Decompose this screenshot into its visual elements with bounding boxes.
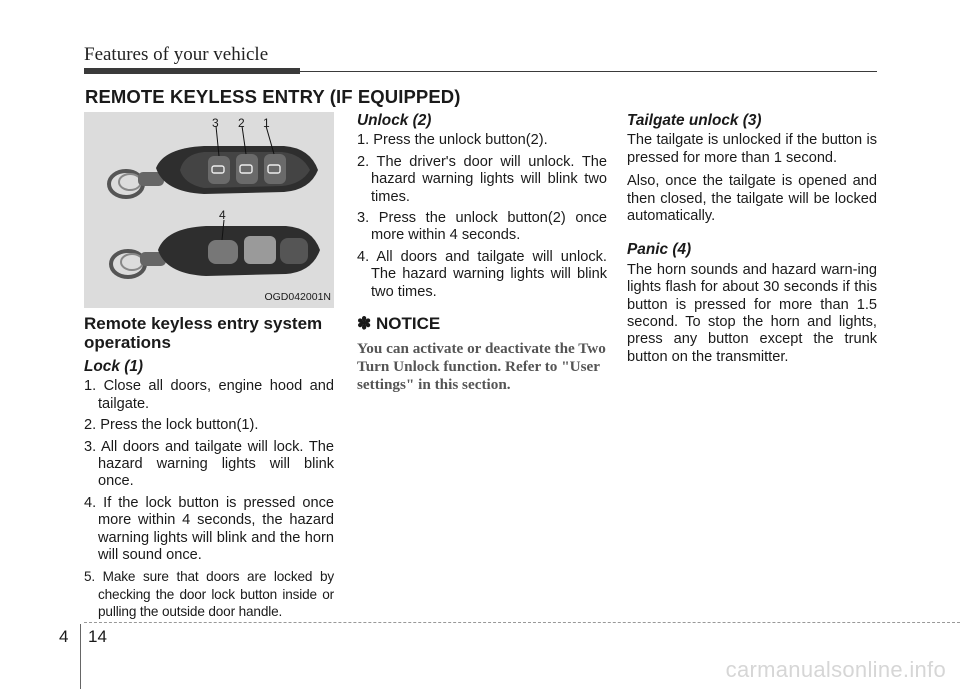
notice-body: You can activate or deactivate the Two Turn Unlock function. Refer to "User settings" in this section. xyxy=(357,340,606,394)
list-item: 3. Press the unlock button(2) once more within 4 seconds. xyxy=(357,210,607,244)
column-2 xyxy=(357,112,607,394)
header-rule xyxy=(300,71,877,72)
list-item: 1. Press the unlock button(2). xyxy=(357,132,548,149)
section-title: REMOTE KEYLESS ENTRY (IF EQUIPPED) xyxy=(85,86,461,107)
footer-chapter: 4 xyxy=(59,627,69,646)
list-item: 4. If the lock button is pressed once more within 4 seconds, the hazard warning lights will blink and the horn will sound once. xyxy=(84,494,334,564)
tailgate-paragraph-1: The tailgate is unlocked if the button is pressed for more than 1 second. xyxy=(627,132,877,166)
footer-divider xyxy=(80,624,81,689)
label-3: 3 xyxy=(212,116,219,130)
list-item: 4. All doors and tailgate will unlock. The hazard warning lights will blink two times. xyxy=(357,248,607,300)
heading-panic: Panic (4) xyxy=(627,241,692,259)
label-2: 2 xyxy=(238,116,245,130)
heading-lock: Lock (1) xyxy=(84,358,144,375)
list-item: 2. The driver's door will unlock. The hazard warning lights will blink two times. xyxy=(357,153,607,205)
tailgate-paragraph-2: Also, once the tailgate is opened and then closed, the tailgate will be locked automatically. xyxy=(627,173,877,225)
list-item: 2. Press the lock button(1). xyxy=(84,417,259,434)
notice-heading: ✽ NOTICE xyxy=(357,314,441,334)
column-1 xyxy=(84,112,334,625)
panic-paragraph: The horn sounds and hazard warn-ing lights flash for about 30 seconds if this button is pressed for more than 1.5 second. To stop the horn and lights, press any button except the trunk button on the transmitter. xyxy=(627,261,877,365)
header-bar xyxy=(84,68,300,74)
list-item: 3. All doors and tailgate will lock. The hazard warning lights will blink once. xyxy=(84,438,334,490)
lock-steps xyxy=(84,378,334,620)
heading-unlock: Unlock (2) xyxy=(357,112,432,129)
heading-tailgate-unlock: Tailgate unlock (3) xyxy=(627,112,762,129)
footer-rule xyxy=(84,622,960,623)
list-item: 1. Close all doors, engine hood and tailgate. xyxy=(84,378,334,412)
unlock-steps xyxy=(357,132,607,301)
header-title: Features of your vehicle xyxy=(84,44,269,65)
watermark: carmanualsonline.info xyxy=(725,657,946,682)
footer-page-number: 14 xyxy=(88,627,107,646)
figure-code: OGD042001N xyxy=(264,290,331,303)
column-3 xyxy=(627,112,877,372)
list-item: 5. Make sure that doors are locked by checking the door lock button inside or pulling the outside door handle. xyxy=(84,569,334,620)
key-fob-figure xyxy=(84,112,334,308)
key-fob-illustration xyxy=(84,112,334,308)
label-1: 1 xyxy=(263,116,270,130)
label-4: 4 xyxy=(219,208,226,222)
heading-remote-keyless-operations: Remote keyless entry system operations xyxy=(84,314,323,352)
